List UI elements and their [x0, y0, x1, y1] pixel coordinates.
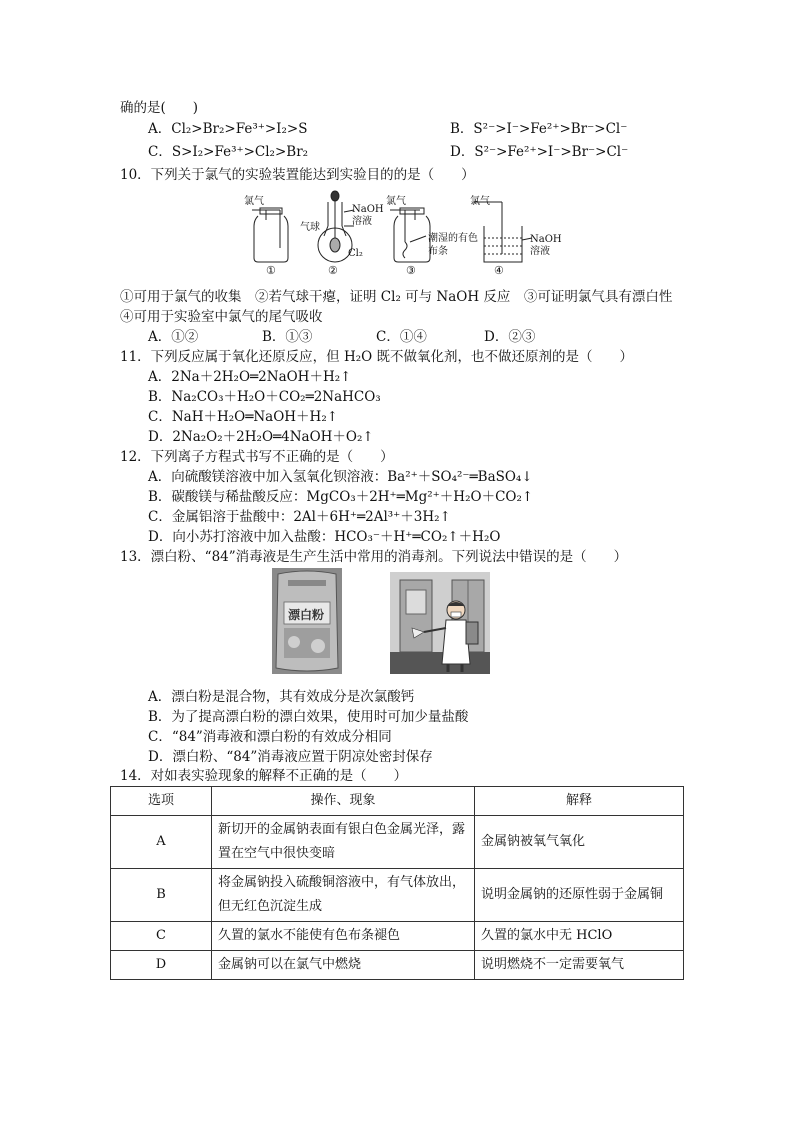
q11-option-b: B．Na₂CO₃＋H₂O＋CO₂═2NaHCO₃ [148, 389, 381, 405]
row-b-explanation: 说明金属钠的还原性弱于金属铜 [475, 869, 684, 922]
bleaching-powder-bag-image [272, 568, 342, 674]
q10-option-a: A．①② [148, 329, 199, 345]
row-a-operation: 新切开的金属钠表面有银白色金属光泽，露置在空气中很快变暗 [212, 816, 475, 869]
table-row [111, 951, 684, 980]
q13-option-d: D．漂白粉、“84”消毒液应置于阴凉处密封保存 [148, 749, 433, 765]
q9-option-a: A．Cl₂>Br₂>Fe³⁺>I₂>S [148, 121, 308, 137]
label-naoh-4: NaOH溶液 [530, 234, 562, 257]
row-d-explanation: 说明燃烧不一定需要氧气 [475, 951, 684, 980]
q9-option-c: C．S>I₂>Fe³⁺>Cl₂>Br₂ [148, 144, 309, 160]
q9-option-b: B．S²⁻>I⁻>Fe²⁺>Br⁻>Cl⁻ [450, 121, 628, 137]
label-gas-4: 氯气 [470, 196, 490, 207]
q12-option-b: B．碳酸镁与稀盐酸反应：MgCO₃＋2H⁺═Mg²⁺＋H₂O＋CO₂↑ [148, 489, 534, 505]
q13-option-b: B．为了提高漂白粉的漂白效果，使用时可加少量盐酸 [148, 709, 469, 725]
table-row [111, 869, 684, 922]
row-d-option: D [111, 951, 212, 980]
table-header-operation: 操作、现象 [212, 787, 475, 816]
q10-option-b: B．①③ [262, 329, 313, 345]
label-num-4: ④ [494, 264, 504, 277]
table-header-explanation: 解释 [475, 787, 684, 816]
q11-option-c: C．NaH＋H₂O═NaOH＋H₂↑ [148, 409, 339, 425]
q10-option-d: D．②③ [484, 329, 536, 345]
table-header-row [111, 787, 684, 816]
label-gas-1: 氯气 [244, 196, 264, 207]
label-num-1: ① [266, 264, 276, 277]
q11-stem: 11．下列反应属于氧化还原反应，但 H₂O 既不做氧化剂，也不做还原剂的是（ ） [120, 349, 634, 365]
q14-table [110, 786, 684, 980]
q11-option-d: D．2Na₂O₂＋2H₂O═4NaOH＋O₂↑ [148, 429, 374, 445]
label-wet-cloth: 潮湿的有色布条 [428, 233, 478, 257]
q13-option-c: C．“84”消毒液和漂白粉的有效成分相同 [148, 729, 392, 745]
table-row [111, 922, 684, 951]
row-a-option: A [111, 816, 212, 869]
bag-label: 漂白粉 [288, 608, 325, 622]
q11-option-a: A．2Na＋2H₂O═2NaOH＋H₂↑ [148, 369, 352, 385]
q13-option-a: A．漂白粉是混合物，其有效成分是次氯酸钙 [148, 689, 415, 705]
q10-option-c: C．①④ [376, 329, 427, 345]
label-naoh-2: NaOH溶液 [352, 204, 384, 227]
q12-stem: 12．下列离子方程式书写不正确的是（ ） [120, 449, 394, 465]
q12-option-d: D．向小苏打溶液中加入盐酸：HCO₃⁻＋H⁺═CO₂↑＋H₂O [148, 529, 501, 545]
q10-statement-2: ④可用于实验室中氯气的尾气吸收 [120, 309, 323, 325]
label-cl2: Cl₂ [348, 248, 363, 259]
label-gas-3: 氯气 [386, 196, 406, 207]
q10-statement-1: ①可用于氯气的收集 ②若气球干瘪，证明 Cl₂ 可与 NaOH 反应 ③可证明氯气具有漂白性 [120, 289, 673, 305]
q10-stem: 10．下列关于氯气的实验装置能达到实验目的的是（ ） [120, 167, 475, 183]
label-num-2: ② [328, 264, 338, 277]
row-c-explanation: 久置的氯水中无 HClO [475, 922, 684, 951]
q12-option-c: C．金属铝溶于盐酸中：2Al＋6H⁺═2Al³⁺＋3H₂↑ [148, 509, 451, 525]
q14-stem: 14．对如表实验现象的解释不正确的是（ ） [120, 768, 408, 784]
q10-apparatus-figure [240, 190, 560, 278]
table-header-option: 选项 [111, 787, 212, 816]
row-a-explanation: 金属钠被氧气氧化 [475, 816, 684, 869]
row-b-option: B [111, 869, 212, 922]
label-num-3: ③ [406, 264, 416, 277]
disinfection-worker-image [390, 572, 490, 674]
q12-option-a: A．向硫酸镁溶液中加入氢氧化钡溶液：Ba²⁺＋SO₄²⁻═BaSO₄↓ [148, 469, 533, 485]
row-d-operation: 金属钠可以在氯气中燃烧 [212, 951, 475, 980]
table-row [111, 816, 684, 869]
q9-option-d: D．S²⁻>Fe²⁺>I⁻>Br⁻>Cl⁻ [450, 144, 629, 160]
q13-stem: 13．漂白粉、“84”消毒液是生产生活中常用的消毒剂。下列说法中错误的是（ ） [120, 549, 628, 565]
q9-stem-tail: 确的是( ) [120, 100, 199, 116]
row-c-option: C [111, 922, 212, 951]
label-balloon: 气球 [300, 222, 320, 233]
row-c-operation: 久置的氯水不能使有色布条褪色 [212, 922, 475, 951]
row-b-operation: 将金属钠投入硫酸铜溶液中，有气体放出，但无红色沉淀生成 [212, 869, 475, 922]
